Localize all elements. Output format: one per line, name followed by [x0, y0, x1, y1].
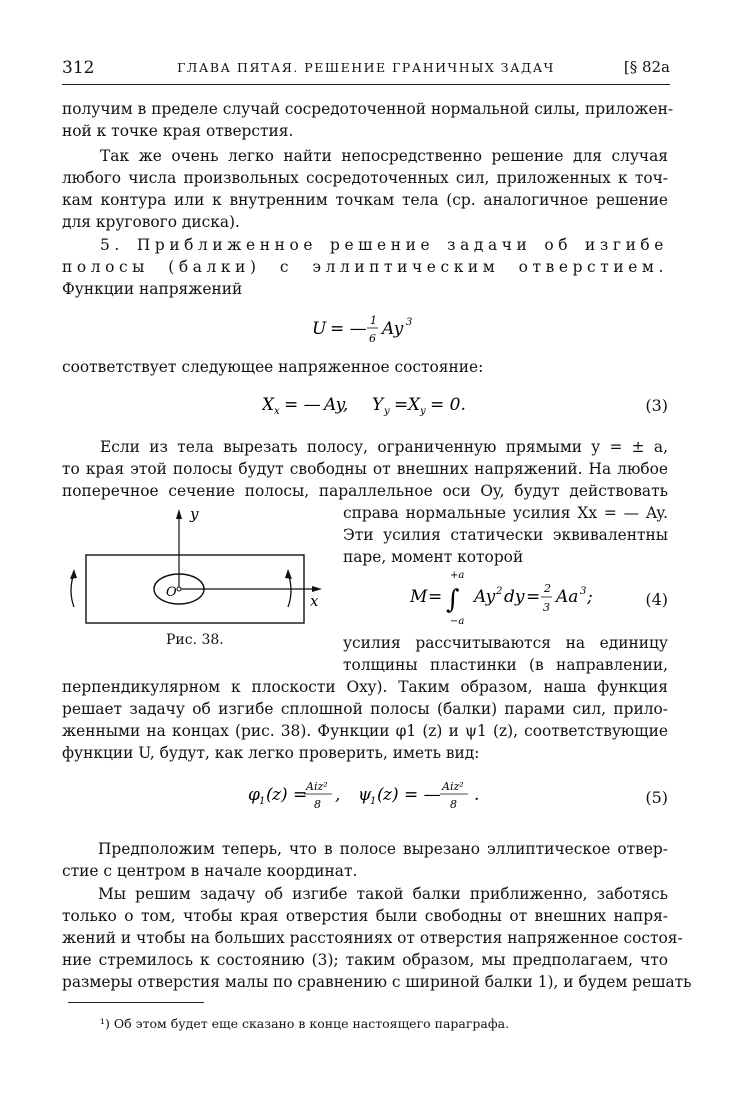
text-line: размеры отверстия малы по сравнению с шириной балки 1), и будем решать [62, 973, 692, 991]
text-line: функции U, будут, как легко проверить, иметь вид: [62, 744, 480, 762]
figure-caption: Рис. 38. [166, 632, 224, 648]
svg-text:2: 2 [544, 582, 551, 595]
formula-4 [410, 566, 620, 633]
equation-number: (3) [645, 396, 668, 415]
svg-text:) =: ) = [281, 785, 308, 805]
svg-text:3: 3 [543, 601, 550, 614]
svg-text:) = —: ) = — [392, 785, 441, 805]
text-line: справа нормальные усилия Xx = — Ay. [343, 504, 668, 522]
equation-number: (5) [645, 788, 668, 807]
formula-3 [262, 392, 482, 423]
svg-text:(: ( [377, 785, 384, 805]
svg-text:(: ( [266, 785, 273, 805]
figure-38 [60, 505, 340, 630]
svg-text:z: z [272, 785, 281, 805]
equation-number: (4) [645, 590, 668, 609]
text-line: Предположим теперь, что в полосе вырезано эллиптическое отвер- [98, 840, 668, 858]
text-line: только о том, чтобы края отверстия были свободны от внешних напря- [62, 907, 668, 925]
svg-text:x: x [274, 406, 280, 417]
svg-text:Aiz²: Aiz² [306, 780, 328, 793]
svg-text:Aa: Aa [556, 587, 579, 607]
text-line: для кругового диска). [62, 213, 240, 231]
svg-text:3: 3 [406, 317, 413, 328]
footnote: ¹) Об этом будет еще сказано в конце настоящего параграфа. [100, 1016, 510, 1031]
text-line: Если из тела вырезать полосу, ограниченную прямыми y = ± a, [100, 438, 668, 456]
svg-text:z: z [383, 785, 392, 805]
svg-text:,: , [335, 785, 341, 805]
text-line: Мы решим задачу об изгибе такой балки приближенно, заботясь [98, 885, 668, 903]
text-line: получим в пределе случай сосредоточенной нормальной силы, приложен- [62, 100, 674, 118]
svg-text:= —: = — [284, 395, 321, 415]
origin-label: O [166, 585, 177, 600]
y-axis-arrow [176, 509, 182, 519]
header-rule [62, 84, 670, 85]
text-line: усилия рассчитываются на единицу [343, 634, 668, 652]
stress-function-formula [312, 310, 452, 359]
svg-text:1: 1 [370, 314, 377, 327]
section-heading-line: полосы (балки) с эллиптическим отверстием. [62, 258, 668, 276]
svg-text:6: 6 [369, 332, 376, 345]
svg-text:U: U [312, 319, 327, 339]
svg-text:Aiz²: Aiz² [442, 780, 464, 793]
text-line: паре, момент которой [343, 548, 524, 566]
svg-text:1: 1 [370, 796, 377, 807]
formula-u-svg [312, 310, 452, 354]
page-number: 312 [62, 58, 95, 78]
text-line: жений и чтобы на больших расстояниях от отверстия напряженное состоя- [62, 929, 683, 947]
svg-text:= —: = — [330, 319, 367, 339]
svg-text:dy: dy [504, 587, 525, 607]
svg-text:=: = [394, 395, 409, 415]
svg-text:φ: φ [248, 785, 260, 805]
section-heading-line: 5. Приближенное решение задачи об изгибе [100, 236, 668, 254]
section-marker: [§ 82а [623, 58, 670, 76]
text-line: перпендикулярном к плоскости Oxy). Таким образом, наша функция [62, 678, 668, 696]
text-line: Так же очень легко найти непосредственно решение для случая [100, 147, 668, 165]
svg-text:ψ: ψ [358, 785, 372, 805]
svg-text:=: = [428, 587, 443, 607]
svg-text:= 0.: = 0. [430, 395, 466, 415]
running-header [62, 58, 670, 80]
svg-text:1: 1 [259, 796, 266, 807]
svg-text:3: 3 [580, 586, 587, 597]
text-line: поперечное сечение полосы, параллельное оси Oy, будут действовать [62, 482, 668, 500]
svg-text:=: = [526, 587, 541, 607]
svg-text:y: y [420, 406, 426, 417]
text-line: Эти усилия статически эквивалентны [343, 526, 668, 544]
svg-text:.: . [474, 785, 480, 805]
text-line: то края этой полосы будут свободны от внешних напряжений. На любое [62, 460, 668, 478]
svg-text:X: X [262, 395, 275, 415]
y-axis-label: y [190, 505, 199, 523]
text-line: стие с центром в начале координат. [62, 862, 358, 880]
text-line: ной к точке края отверстия. [62, 122, 294, 140]
svg-text:M: M [410, 587, 428, 607]
svg-text:Ay,: Ay, [324, 395, 349, 415]
text-line: толщины пластинки (в направлении, [343, 656, 668, 674]
svg-text:Ay: Ay [474, 587, 496, 607]
text-line: Функции напряжений [62, 280, 243, 298]
footnote-rule [68, 1002, 204, 1003]
svg-text:X: X [408, 395, 421, 415]
text-line: ние стремилось к состоянию (3); таким образом, мы предполагаем, что [62, 951, 668, 969]
svg-text:Ay: Ay [382, 319, 404, 339]
text-line: решает задачу об изгибе сплошной полосы (балки) парами сил, прило- [62, 700, 668, 718]
svg-text:−a: −a [450, 616, 465, 627]
text-line: женными на концах (рис. 38). Функции φ1 (z) и ψ1 (z), соответствующие [62, 722, 668, 740]
svg-text:2: 2 [496, 586, 503, 597]
svg-text:Y: Y [372, 395, 384, 415]
svg-text:8: 8 [450, 798, 457, 811]
formula-5 [248, 776, 508, 825]
svg-text:;: ; [587, 587, 593, 607]
svg-text:y: y [384, 406, 390, 417]
text-line: любого числа произвольных сосредоточенных сил, приложенных к точ- [62, 169, 668, 187]
x-axis-label: x [310, 592, 319, 610]
svg-text:+a: +a [450, 570, 465, 581]
text-line: соответствует следующее напряженное состояние: [62, 358, 484, 376]
text-line: кам контура или к внутренним точкам тела (ср. аналогичное решение [62, 191, 668, 209]
svg-text:8: 8 [314, 798, 321, 811]
svg-text:∫: ∫ [446, 585, 460, 615]
running-title: ГЛАВА ПЯТАЯ. РЕШЕНИЕ ГРАНИЧНЫХ ЗАДАЧ [177, 60, 555, 75]
